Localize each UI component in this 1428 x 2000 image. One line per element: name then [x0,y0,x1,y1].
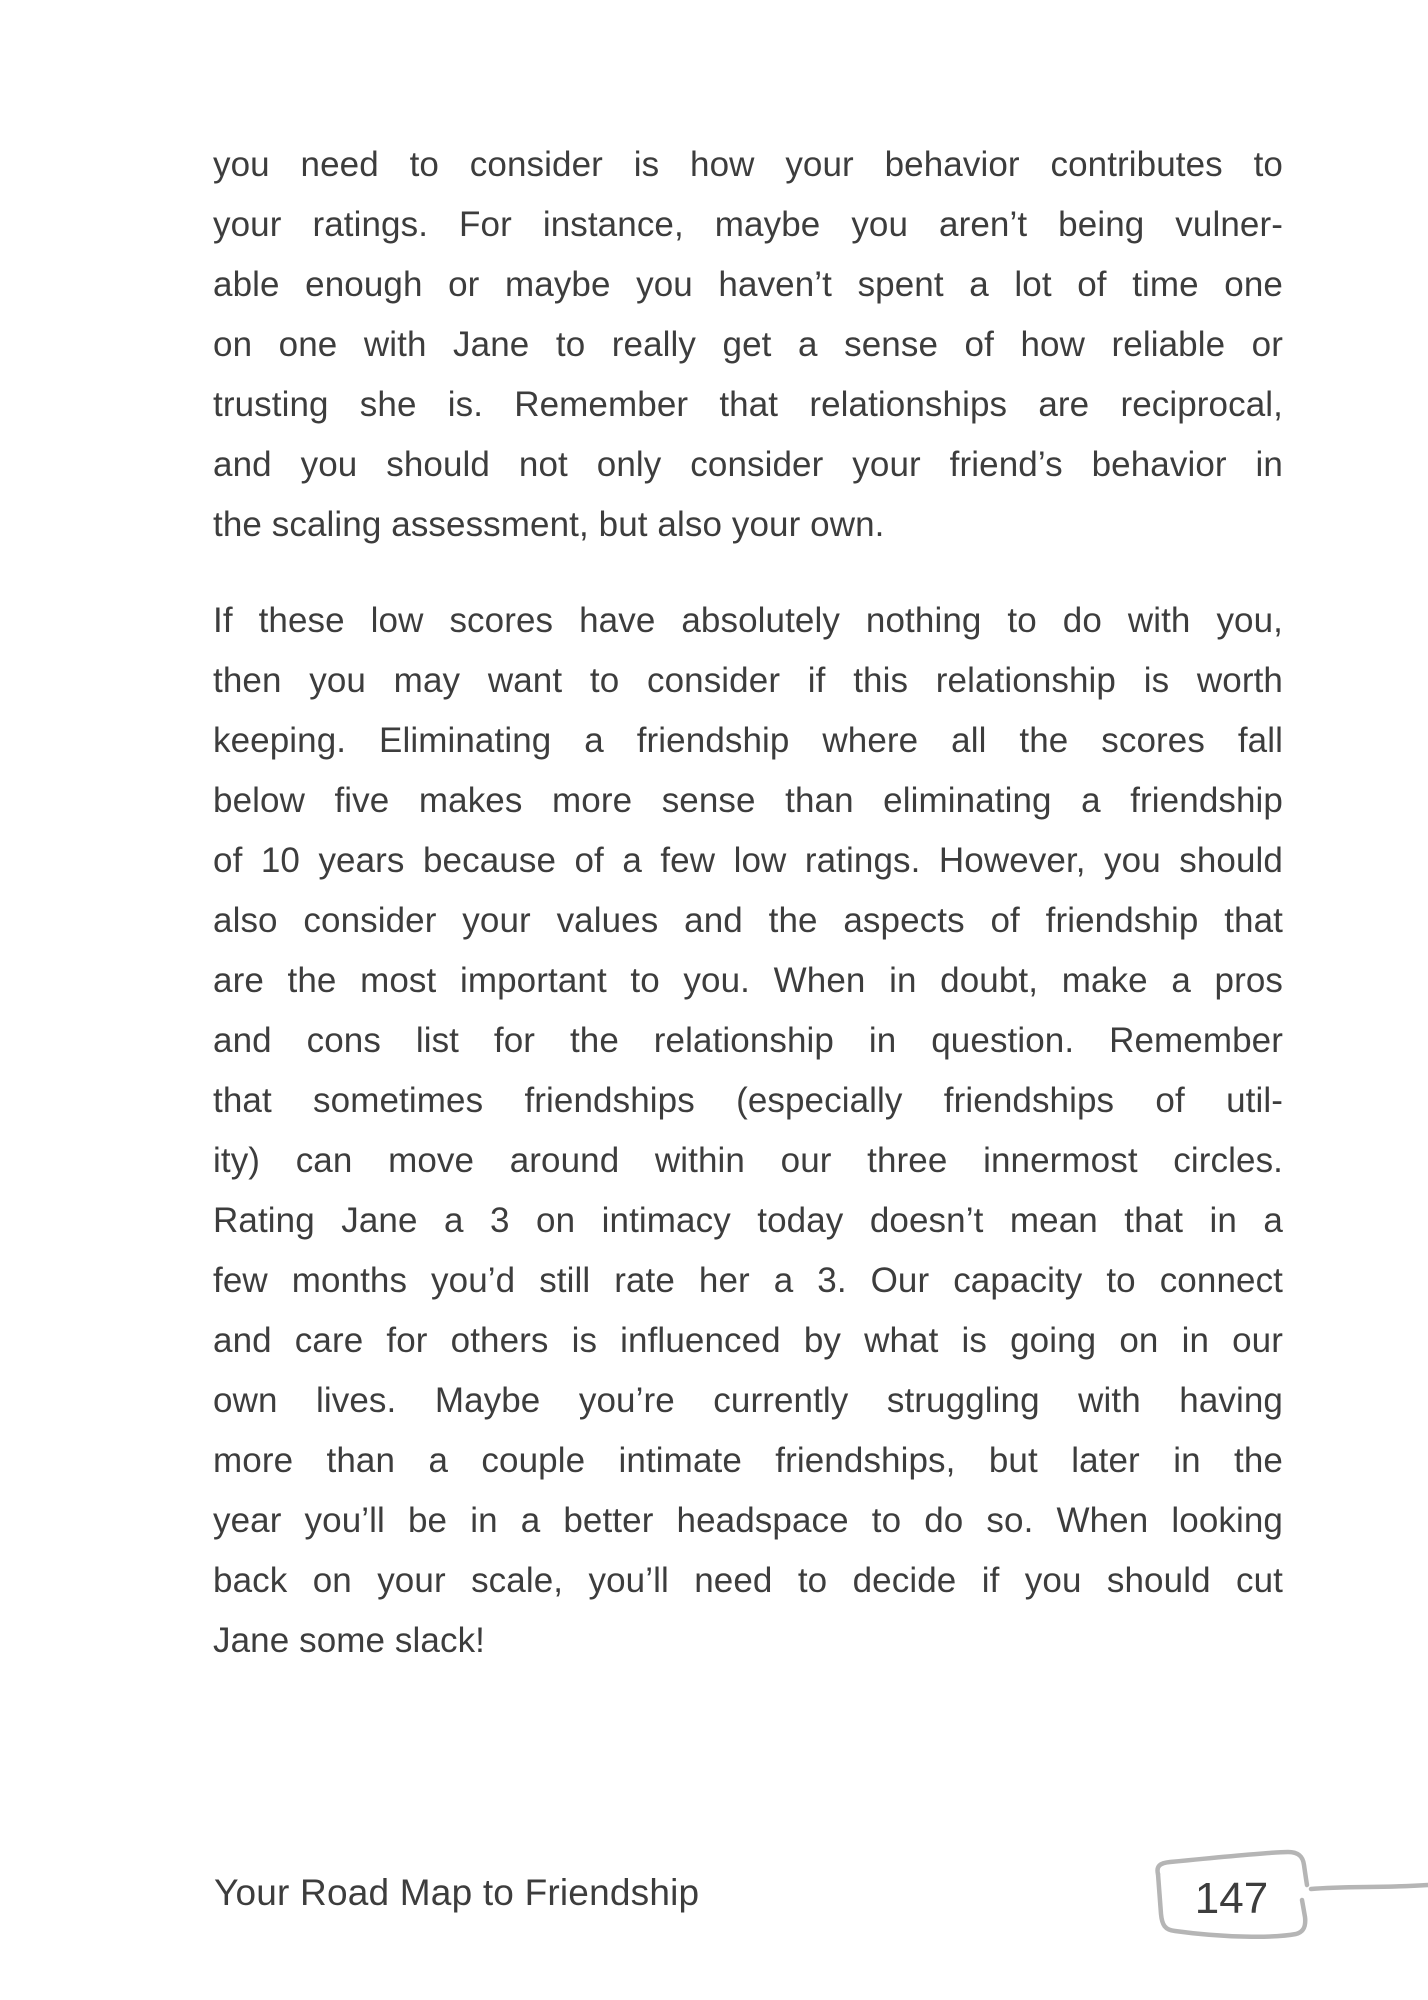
page-number-badge [1150,1848,1428,1948]
text-line: are the most important to you. When in doubt, make a pros [213,961,1283,1000]
paragraph [213,591,1283,1671]
text-line: then you may want to consider if this relationship is worth [213,661,1283,700]
text-line: able enough or maybe you haven’t spent a lot of time one [213,265,1283,304]
text-line: few months you’d still rate her a 3. Our capacity to connect [213,1261,1283,1300]
text-line: Jane some slack! [213,1621,485,1660]
text-line: keeping. Eliminating a friendship where all the scores fall [213,721,1283,760]
text-line: below five makes more sense than eliminating a friendship [213,781,1283,820]
text-line: also consider your values and the aspects of friendship that [213,901,1283,940]
text-line: own lives. Maybe you’re currently struggling with having [213,1381,1283,1420]
body-text [213,135,1283,1671]
page-number: 147 [1194,1874,1269,1923]
text-line: If these low scores have absolutely nothing to do with you, [213,601,1283,640]
text-line: that sometimes friendships (especially friendships of util- [213,1081,1283,1120]
text-line: Rating Jane a 3 on intimacy today doesn’t mean that in a [213,1201,1283,1240]
paragraph [213,135,1283,555]
text-line: back on your scale, you’ll need to decide if you should cut [213,1561,1283,1600]
text-line: of 10 years because of a few low ratings. However, you should [213,841,1283,880]
text-line: and care for others is influenced by what is going on in our [213,1321,1283,1360]
text-line: and you should not only consider your friend’s behavior in [213,445,1283,484]
text-line: ity) can move around within our three innermost circles. [213,1141,1283,1180]
road-line [1311,1885,1428,1889]
text-line: and cons list for the relationship in question. Remember [213,1021,1283,1060]
text-line: your ratings. For instance, maybe you aren’t being vulner- [213,205,1283,244]
text-line: year you’ll be in a better headspace to do so. When looking [213,1501,1283,1540]
text-line: trusting she is. Remember that relationships are reciprocal, [213,385,1283,424]
text-line: on one with Jane to really get a sense of how reliable or [213,325,1283,364]
running-footer-title: Your Road Map to Friendship [214,1872,700,1913]
text-line: you need to consider is how your behavior contributes to [213,145,1283,184]
text-line: more than a couple intimate friendships, but later in the [213,1441,1283,1480]
text-line: the scaling assessment, but also your own. [213,505,885,544]
